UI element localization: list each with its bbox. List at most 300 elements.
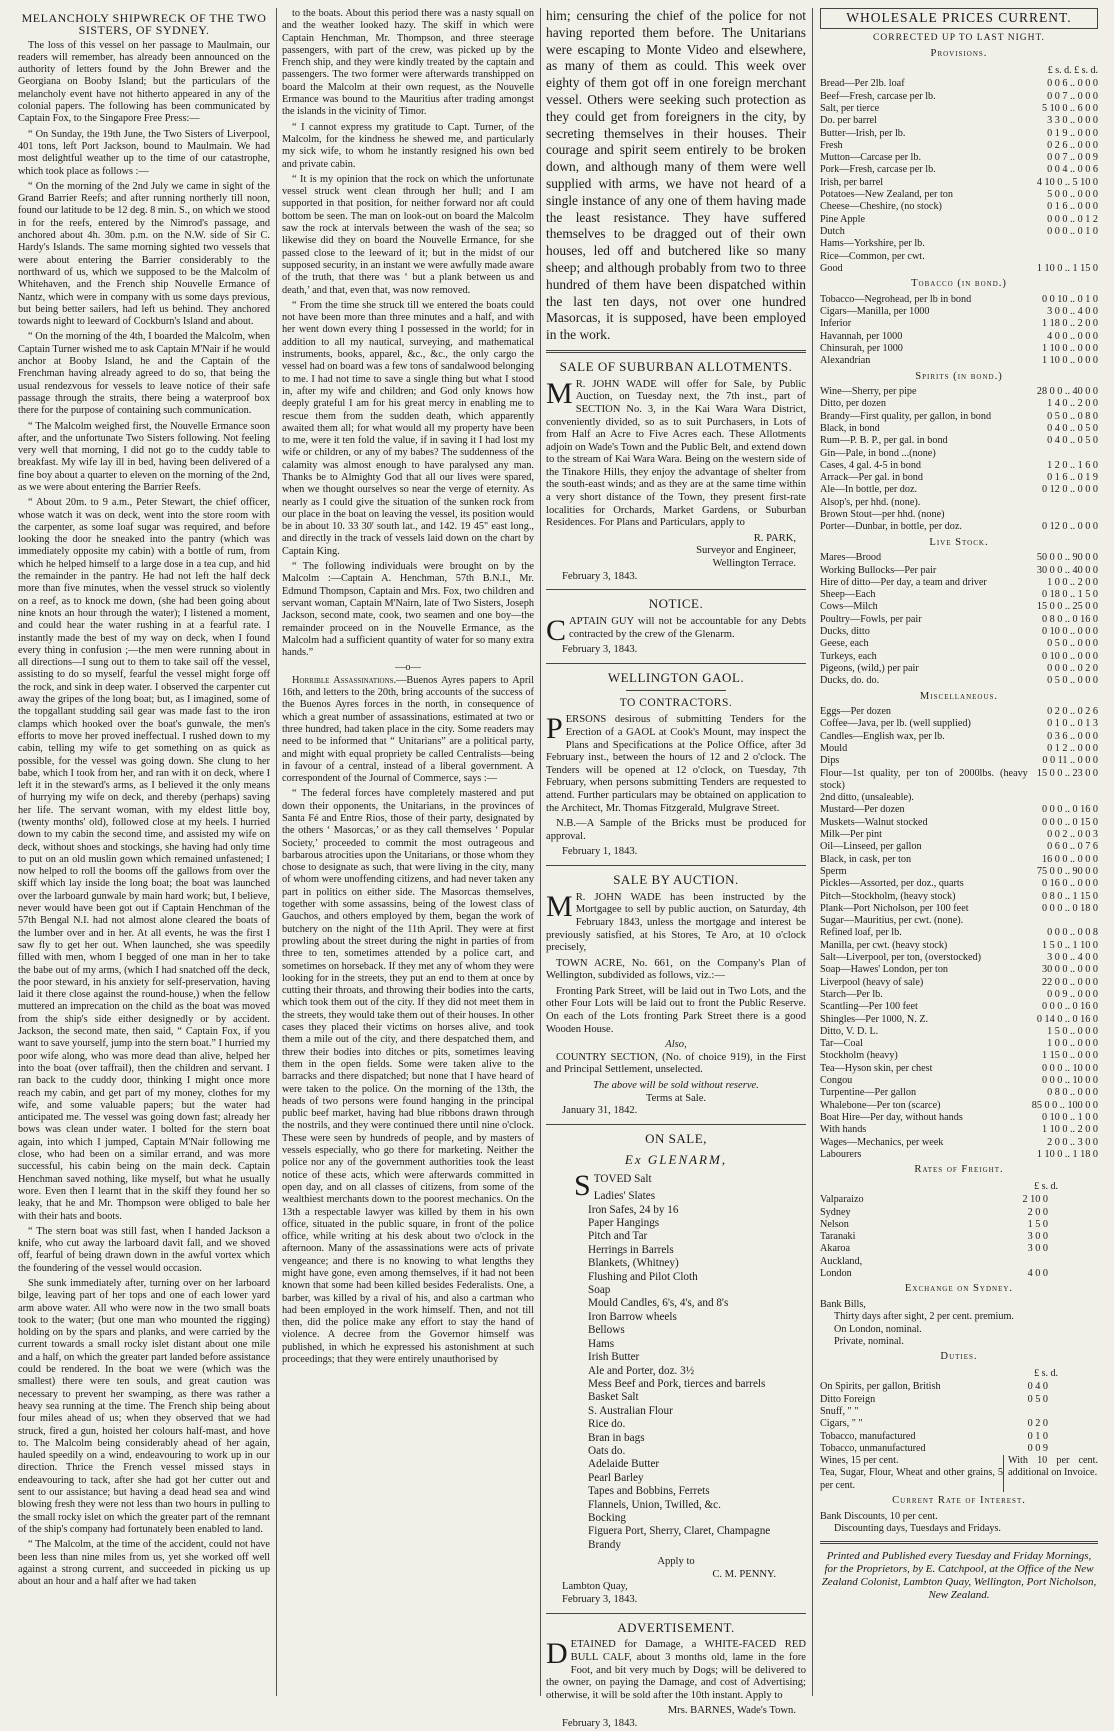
table-row (820, 1256, 1048, 1268)
table-live-stock (820, 552, 1098, 687)
price-item: Potatoes—New Zealand, per ton (820, 189, 953, 201)
table-row (820, 1207, 1048, 1219)
separator (626, 690, 726, 691)
price-item: Pickles—Assorted, per doz., quarts (820, 878, 964, 890)
ad-date: February 3, 1843. (562, 644, 638, 656)
paragraph: “ On the morning of the 2nd July we came in sight of the Grand Barrier Reefs; and after running northerly till noon, found our latitude to be 12 deg. 8 min. S., on which we stood in for the reefs, entered by the Nimrod's passage, and anchored about 4h. 30m. p.m. on the N.W. side of Sir C. Hardy's Islands. The same morning sighted two vessels that were about entering the Barrier considerably to the northward of us, which we supposed to be the Malcolm of Whitehaven, and the French ship Nouvelle Ermance of Nantz, which were in company with us some days previous, but being better sailers, had left us behind. They anchored towards night to leeward of Cockburn's Island and about. (18, 180, 270, 328)
price-value (1028, 792, 1098, 804)
price-value: 0 0 0 .. 10 0 0 (1041, 1062, 1098, 1074)
table-row (820, 1443, 1048, 1455)
paragraph: “ About 20m. to 9 a.m., Peter Stewart, the chief officer, whose watch it was on deck, went into the store room with the carpenter, as some loaf sugar was required, and before looking the door he sneaked into the pantry (which was immediately opposite my cabin) with a bottle of rum, from which he helped himself to a large dose in a tea cup, and hid the remainder in the pantry. He had not left the half deck more than five minutes, when the vessel struck so violently on a reef, as to knock me down, (she had been going about nine knots an hour through the water); I listened a moment, and could hear the water rushing in at a fearful rate. I instantly made the best of my way on deck, when I found every thing in confusion ;—the men were running about in all directions—I sung out to them to take sail off the vessel, assisting to do so myself, fearful the vessel might forge off the rock, and sink in deep water. I observed the carpenter cut away the gripes of the long boat; but, as I imagined, some of the topgallant studding sail gear was made fast to the iron clamps which hooked over the boat's gunwale, the men's efforts to move her proved ineffectual. I rushed down to my cabin, telling my wife to get something on as quick as possible, for the vessel was going down. She clung to her babe, which I took from her, and ran with it on deck, where I left it in the steward's arms, as I believed it the only means of hurrying my wife on deck, and thereby (perhaps) saving her life. The servant woman, with my eldest little boy, (twenty months' old), followed close at my heels. I hurried down to my cabin the second time, and assisted my wife on deck, without shoes and stockings, she having had only time to put on an old muslin gown which remained unfastened; I now helped to roll the booms off the gallows from over the skiff which lay inside the long boat; the boat was launched over the larboard gunwale by main hard work; but, I believe, never would have been got out if Captain Henchman of the 57th Bengal N.I. had not almost alone cleared the boats of the lumber over and in her. At all events, he was the first I saw fly to get her out. When launched, she was speedily filled with men, whom I begged of one man in her to take the babe out of my arms, (which I had snatched off the deck, the poor steward, in his anxiety for self-preservation, having laid it there close against the round-house,) when the fellow muttered an imprecation on the child as the boat was moved from the ship's side either designedly or by accident. Jackson, the second mate, then said, “ Captain Fox, if you want to save yourself, jump into the stern boat.” I hurried my poor wife along, who was more dead than alive, helped her into the boat (over taffrail), then the children and servant. I ran back to the cuddy door, thinking I might once more reach my cabin, and get part of my money, clothes for my wife, and some valuable papers; but the water had anticipated me. The vessel was going down fast; already her bows was clean under water. I bolted for the stern boat again, into which I jumped, Captain M'Nair following me close, who had been on a similar errand, and was more successful, his cabin being on the main deck. Captain Henchman saved nothing, like myself, but what he usually wore. Even then I learnt that in the skiff they found her so leaky, that he and Mr. Thompson were obliged to bale her with their hats and boots. (18, 497, 270, 1222)
ad-sale-subtitle: Ex GLENARM, (624, 1151, 728, 1167)
section-live-stock: Live Stock. (929, 536, 989, 548)
price-item: Do. per barrel (820, 115, 877, 127)
drop-cap: M (546, 376, 573, 410)
price-value: 15 0 0 .. 23 0 0 (1036, 767, 1098, 779)
price-value (1021, 448, 1098, 460)
article-end: him; censuring the chief of the police for not having reported them before. The Unitarians were escaping to Monte Video and elsewhere, as many of them as could. This week over eighty of them got off in one foreign merchant vessel. Others were seeking such protection as they could get from foreigners in the city, by secreting themselves in their houses. Their courage and spirit seem entirely to be broken down, and although many of them were well supplied with arms, we have not heard of a single instance of any one of them having made the least resistance. They have suffered themselves to be dragged out of their own houses, led off and butchered like so many sheep; and although probably from two to three hundred of them have been dispatched within the last ten days, not over one hundred Masorcas, it is supposed, have been employed in the work. (546, 8, 806, 343)
price-value: 3 0 0 (1027, 1243, 1048, 1255)
table-row (820, 78, 1098, 90)
drop-cap: P (546, 712, 563, 746)
list-item: Mould Candles, 6's, 4's, and 8's (588, 1297, 729, 1310)
price-item: Beef—Fresh, carcase per lb. (820, 90, 936, 102)
table-row (820, 755, 1098, 767)
table-row (820, 484, 1098, 496)
price-item: Pork—Fresh, carcase per lb. (820, 164, 936, 176)
section-provisions: Provisions. (930, 48, 988, 60)
price-value: 2 10 0 (1022, 1194, 1048, 1206)
table-row (820, 989, 1098, 1001)
price-value: 0 0 0 .. 0 15 0 (1041, 816, 1098, 828)
list-item: Rice do. (588, 1418, 626, 1431)
drop-cap: M (546, 889, 573, 923)
ad-gaol-title: WELLINGTON GAOL. (607, 669, 745, 685)
ad-suburban-body: R. JOHN WADE will offer for Sale, by Public Auction, on Tuesday next, the 7th inst., part of SECTION No. 3, in the Kai Wara Wara District, conveniently divided, so as to suit Purchasers, in Lots of from Half an Acre to Five Acres each. These Allotments adjoin on Wade's Town and the Public Belt, and extend down to the stream of Kai Wara Wara. Being on the western side of the Tinakore Hills, they enjoy the advantage of shelter from the south-east winds; and as they are at the same time within a very short distance of the Town, they present first-rate localities for Orchards, Market Gardens, or Suburban Residences. For Plans and Particulars, apply to (546, 378, 806, 529)
price-value: 0 10 0 .. 1 0 0 (1041, 1111, 1098, 1123)
price-item: Cows—Milch (820, 601, 878, 613)
price-item: Sydney (820, 1206, 851, 1218)
price-item: Soap—Hawes' London, per ton (820, 964, 949, 976)
ad-notice-title: NOTICE. (648, 596, 704, 612)
duties-tea: Tea, Sugar, Flour, Wheat and other grains, 5 per cent. (820, 1467, 1003, 1491)
price-value: 0 0 11 .. 0 0 0 (1042, 755, 1098, 767)
price-value: 50 0 0 .. 90 0 0 (1036, 552, 1098, 564)
price-value (1007, 238, 1098, 250)
list-item: Iron Barrow wheels (588, 1310, 677, 1323)
price-value: 2 0 0 (1027, 1206, 1048, 1218)
price-value: 2 0 0 .. 3 0 0 (1047, 1136, 1098, 1148)
ad-sale (546, 1171, 806, 1606)
table-row (820, 1137, 1098, 1149)
price-item: Geese, each (820, 638, 869, 650)
table-row (820, 866, 1098, 878)
ad-auction-lot: TOWN ACRE, No. 661, on the Company's Plan of Wellington, subdivided as follows, viz.:— (546, 957, 806, 982)
price-item: Rice—Common, per cwt. (820, 250, 925, 262)
list-item: Pitch and Tar (588, 1230, 648, 1243)
table-row (820, 638, 1098, 650)
paragraph: “ The stern boat was still fast, when I handed Jackson a knife, who cut away the larboard davit fall, and we shoved off, fearful of being drawn down in the awful vortex which the foundering of the vessel would occasion. (18, 1225, 270, 1274)
price-value: 0 2 6 .. 0 0 0 (1047, 139, 1098, 151)
paragraph: “ From the time she struck till we entered the boats could not have been more than three minutes and a half, and with her went down every thing I possessed in the world; for in addition to all my nautical, surveying, and mathematical instruments, books, apparel, &c., &c., the only cargo the vessel had on board was a few tons of sandalwood belonging to me. I had not time to save a single thing but what I stood in, after my wife and children; and God only knows how deeply grateful I am for his great mercy in enabling me to rescue them from the sudden death, which apparently awaited them all; for what would all my property have been to me, were it ten fold the value, if in saving it I had lost my wife or children, or any of my babes? The suddenness of the calamity was almost enough to have paralysed any man. Thanks be to Almighty God that all our lives were spared, when we thought ourselves so near the verge of eternity. As nearly as I could give the situation of the sunken rock from our place in the boat on leaving the vessel, its position would be in about 10. 33 30' south lat., and 142. 19 45" east long., and directly in the track of vessels laid down on the chart by Captain King. (282, 299, 534, 557)
price-value: 3 0 0 .. 4 0 0 (1047, 306, 1098, 318)
section-tobacco: Tobacco (in bond.) (911, 278, 1007, 290)
price-value: 0 1 0 .. 0 1 3 (1047, 718, 1098, 730)
table-row (820, 675, 1098, 687)
section-interest: Current Rate of Interest. (892, 1495, 1026, 1506)
table-row (820, 509, 1098, 521)
price-item: Ditto Foreign (820, 1393, 876, 1405)
article-body (18, 40, 270, 1589)
price-value: 30 0 0 .. 40 0 0 (1036, 564, 1098, 576)
table-row (820, 177, 1098, 189)
section-spirits: Spirits (in bond.) (915, 370, 1003, 382)
price-value: 0 0 4 .. 0 0 6 (1047, 164, 1098, 176)
price-item: Working Bullocks—Per pair (820, 564, 937, 576)
price-item: Cheese—Cheshire, (no stock) (820, 201, 942, 213)
price-item: Boat Hire—Per day, without hands (820, 1111, 963, 1123)
price-value: 0 0 0 .. 0 1 2 (1047, 213, 1098, 225)
price-item: Gin—Pale, in bond ...(none) (820, 447, 936, 459)
price-value: 15 0 0 .. 25 0 0 (1036, 601, 1098, 613)
separator (546, 865, 806, 866)
price-value: 0 0 7 .. 0 0 9 (1047, 152, 1098, 164)
imprint: Printed and Published every Tuesday and Friday Mornings, for the Proprietors, by E. Catchpool, at the Office of the New Zealand Colonist, Lambton Quay, Wellington, Port Nicholson, New Zealand. (821, 1550, 1097, 1602)
units-header: £ s. d. £ s. d. (1047, 64, 1098, 76)
prices-subtitle: CORRECTED UP TO LAST NIGHT. (873, 32, 1045, 43)
table-row (820, 1394, 1048, 1406)
table-spirits (820, 386, 1098, 534)
drop-cap: D (546, 1637, 568, 1671)
price-value: 0 0 0 .. 0 16 0 (1041, 804, 1098, 816)
price-item: Whalebone—Per ton (scarce) (820, 1099, 941, 1111)
duties-wines: Wines, 15 per cent. (820, 1455, 899, 1467)
price-item: Irish, per barrel (820, 176, 884, 188)
price-item: Porter—Dunbar, in bottle, per doz. (820, 521, 962, 533)
price-value: 1 10 0 .. 1 18 0 (1036, 1148, 1098, 1160)
price-item: Fresh (820, 139, 843, 151)
table-row (820, 1063, 1098, 1075)
price-item: Ditto, V. D. L. (820, 1025, 879, 1037)
price-item: Mutton—Carcase per lb. (820, 152, 921, 164)
price-value: 0 1 0 (1027, 1430, 1048, 1442)
table-row (820, 251, 1098, 263)
ad-gaol (546, 714, 806, 859)
table-row (820, 768, 1098, 793)
price-value (1021, 497, 1098, 509)
price-value: 4 10 0 .. 5 10 0 (1036, 176, 1098, 188)
price-value: 0 0 0 .. 10 0 0 (1041, 1075, 1098, 1087)
table-row (820, 1075, 1098, 1087)
table-row (820, 614, 1098, 626)
text-line: Bank Bills, (820, 1298, 866, 1310)
table-row (820, 214, 1098, 226)
table-row (820, 1001, 1098, 1013)
list-item: Soap (588, 1284, 611, 1297)
price-value: 1 15 0 .. 0 0 0 (1041, 1050, 1098, 1062)
price-item: Cases, 4 gal. 4-5 in bond (820, 459, 922, 471)
table-row (820, 521, 1098, 533)
list-item: Ladies' Slates (593, 1190, 656, 1203)
price-item: Butter—Irish, per lb. (820, 127, 906, 139)
separator (820, 1541, 1098, 1544)
ad-auction-terms: Terms at Sale. (645, 1092, 707, 1104)
price-value: 0 1 6 .. 0 0 0 (1047, 201, 1098, 213)
table-row (820, 152, 1098, 164)
table-row (820, 940, 1098, 952)
table-row (820, 964, 1098, 976)
ad-suburban-title: SALE OF SUBURBAN ALLOTMENTS. (559, 358, 793, 374)
signature: Mrs. BARNES, Wade's Town. (667, 1705, 796, 1717)
table-row (820, 1431, 1048, 1443)
price-item: Pigeons, (wild,) per pair (820, 662, 919, 674)
price-value: 0 5 0 .. 0 0 0 (1047, 675, 1098, 687)
signature-title: Surveyor and Engineer, (696, 545, 796, 557)
table-row (820, 1087, 1098, 1099)
table-row (820, 718, 1098, 730)
price-value: 0 0 6 .. 0 0 0 (1047, 78, 1098, 90)
price-item: Ducks, do. do. (820, 675, 880, 687)
table-row (820, 829, 1098, 841)
table-row (820, 841, 1098, 853)
price-item: Salt—Liverpool, per ton, (overstocked) (820, 952, 981, 964)
price-value: 3 3 0 .. 0 0 0 (1047, 115, 1098, 127)
price-item: Manilla, per cwt. (heavy stock) (820, 939, 948, 951)
separator (546, 1124, 806, 1125)
price-value: 0 18 0 .. 1 5 0 (1041, 589, 1098, 601)
price-value: 0 5 0 .. 0 0 0 (1047, 638, 1098, 650)
table-row (820, 817, 1098, 829)
price-item: Tobacco, manufactured (820, 1430, 916, 1442)
price-value: 0 5 0 .. 0 8 0 (1047, 410, 1098, 422)
price-item: Tea—Hyson skin, per chest (820, 1062, 933, 1074)
divider: —o— (395, 662, 421, 674)
ad-sale-first-item: TOVED Salt (593, 1173, 652, 1186)
price-item: London (820, 1268, 852, 1280)
table-row (820, 915, 1098, 927)
ad-auction-title: SALE BY AUCTION. (613, 871, 739, 887)
list-item: Paper Hangings (588, 1217, 660, 1230)
table-row (820, 1381, 1048, 1393)
table-row (820, 140, 1098, 152)
ad-date: February 3, 1843. (562, 1593, 638, 1605)
list-item: Hams (588, 1337, 615, 1350)
list-item: Blankets, (Whitney) (588, 1257, 679, 1270)
price-value: 0 12 0 .. 0 0 0 (1041, 521, 1098, 533)
list-item: Tapes and Bobbins, Ferrets (588, 1485, 710, 1498)
table-row (820, 1149, 1098, 1161)
price-item: Eggs—Per dozen (820, 706, 892, 718)
price-item: Cigars, " " (820, 1418, 863, 1430)
table-row (820, 577, 1098, 589)
table-row (820, 626, 1098, 638)
list-item: Flushing and Pilot Cloth (588, 1270, 698, 1283)
price-value: 0 12 0 .. 0 0 0 (1041, 484, 1098, 496)
list-item: Brandy (588, 1538, 621, 1551)
list-item: Bellows (588, 1324, 625, 1337)
table-row (820, 952, 1098, 964)
price-value: 0 8 0 .. 0 0 0 (1047, 1087, 1098, 1099)
table-row (820, 651, 1098, 663)
price-value (1028, 915, 1098, 927)
price-value: 4 0 0 (1027, 1268, 1048, 1280)
price-value: 0 3 6 .. 0 0 0 (1047, 730, 1098, 742)
list-item: S. Australian Flour (588, 1404, 673, 1417)
price-value: 0 0 9 (1027, 1442, 1048, 1454)
price-item: Mares—Brood (820, 552, 882, 564)
price-item: Alexandrian (820, 355, 871, 367)
drop-cap: C (546, 614, 567, 648)
duties-note: With 10 per cent. additional on Invoice. (1003, 1455, 1098, 1492)
list-item: Iron Safes, 24 by 16 (588, 1203, 679, 1216)
list-item: Flannels, Union, Twilled, &c. (588, 1498, 721, 1511)
list-item: Oats do. (588, 1444, 626, 1457)
ad-gaol-nb: N.B.—A Sample of the Bricks must be produced for approval. (546, 818, 806, 842)
price-item: Refined loaf, per lb. (820, 927, 902, 939)
price-value: 0 10 0 .. 0 0 0 (1041, 650, 1098, 662)
table-row (820, 601, 1098, 613)
table-row (820, 306, 1098, 318)
table-row (820, 103, 1098, 115)
price-item: Flour—1st quality, per ton of 2000lbs. (heavy stock) (820, 767, 1028, 791)
price-value: 5 0 0 .. 0 0 0 (1047, 189, 1098, 201)
price-value: 1 5 0 (1027, 1218, 1048, 1230)
article-body-continued (282, 8, 534, 659)
price-item: Scantling—Per 100 feet (820, 1001, 918, 1013)
price-item: Sheep—Each (820, 589, 876, 601)
price-item: Muskets—Walnut stocked (820, 816, 928, 828)
table-row (820, 1014, 1098, 1026)
ad-date: February 3, 1843. (562, 1717, 638, 1729)
price-item: Dips (820, 755, 840, 767)
table-row (820, 565, 1098, 577)
table-row (820, 903, 1098, 915)
table-row (820, 189, 1098, 201)
price-item: Valparaizo (820, 1194, 864, 1206)
price-value: 75 0 0 .. 90 0 0 (1036, 865, 1098, 877)
list-item: Basket Salt (588, 1391, 639, 1404)
price-item: Alsop's, per hhd. (none). (820, 496, 921, 508)
table-row (820, 804, 1098, 816)
price-item: Oil—Linseed, per gallon (820, 841, 922, 853)
table-row (820, 1268, 1048, 1280)
table-row (820, 1026, 1098, 1038)
price-item: With hands (820, 1124, 867, 1136)
table-row (820, 589, 1098, 601)
price-value: 1 10 0 .. 0 0 0 (1041, 355, 1098, 367)
signature: C. M. PENNY. (712, 1568, 776, 1580)
table-row (820, 343, 1098, 355)
price-value: 0 0 0 .. 0 18 0 (1041, 902, 1098, 914)
ad-date: January 31, 1842. (562, 1105, 638, 1117)
price-value: 0 0 0 .. 0 0 8 (1047, 927, 1098, 939)
price-item: Bread—Per 2lb. loaf (820, 78, 905, 90)
price-value: 0 0 7 .. 0 0 0 (1047, 90, 1098, 102)
price-item: Wine—Sherry, per pipe (820, 386, 917, 398)
price-item: Hams—Yorkshire, per lb. (820, 238, 925, 250)
ad-auction-lot: COUNTRY SECTION, (No. of choice 919), in the First and Principal Settlement, unselected. (546, 1051, 806, 1076)
list-item: Pearl Barley (588, 1471, 644, 1484)
table-row (820, 878, 1098, 890)
price-item: Taranaki (820, 1231, 856, 1243)
horrible-body: “ The federal forces have completely mastered and put down their opponents, the Unitarians, in the provinces of Santa Fé and Entre Rios, those of their party, designated by the others ‘ Masorcas,’ or as they call themselves ‘ Popular Society,’ proceeded to commit the most outrageous and barbarous atrocities upon the Unitarians, or those whom they chose to designate as such, that were living in the city, many of whom were unoffending citizens, and had never taken any part in politics on either side. The Masorcas themselves, together with some assassins, being of the lowest class of Gauchos, and others employed by them, began the work of butchery on the night of the 11th April. They were at first prowling about the street during the night in parties of from three to ten, sometimes attended by a police cart, and sometimes on horseback. If they met any of whom they were looking for in the streets, they put an end to them at once by cutting their throats, and throwing their bodies into the carts, which took them out of the city. If they did not meet them in the streets, they would take them out of their houses. In other cases they placed their victims on horses alive, and took them a mile out of the city, and there despatched them, and threw their bodies into ditches or pits, sometimes leaving them in the open fields. Some were taken alive to the barracks and there dispatched; but none that I have heard of were taken to the police. On the morning of the 13th, the heads of two persons were found hanging in the principal public beef market, having had blue ribbons drawn through the nostrils, and they were continued there until nine o'clock. These were seen by hundreds of people, and by masters of vessels especially, who go there for marketing. Neither the police nor any of the government authorities took the least notice of these acts, which were afterwards committed in open day, and on all classes of citizens, from some of the wealthiest merchants down to the poorest mechanics. On the 13th a respectable lawyer was killed by them in his own office, situated in the public square, in front of the police office, while writing at his desk about two o'clock in the afternoon. Many of the assassinations were acts of private vengeance; and there is no knowing to what lengths they might have gone, even among themselves, if it had not been known that some had been killed besides Federalists. One, a barber, was killed by a rival of his, and also a cartman who had been employed in the work himself. Then, and not till then, did the police make any effort to stay the hand of violence. A decree from the Governor himself was published, in which he expressed his astonishment at such proceedings; that they were entirely unauthorised by (282, 788, 534, 1366)
table-row (820, 423, 1098, 435)
ad-auction (546, 889, 806, 1118)
price-value: 0 0 2 .. 0 0 3 (1047, 829, 1098, 841)
price-value: 0 1 9 .. 0 0 0 (1047, 127, 1098, 139)
price-item: Turkeys, each (820, 650, 877, 662)
price-value: 0 0 0 .. 0 1 0 (1047, 225, 1098, 237)
separator (546, 1613, 806, 1614)
section-duties: Duties. (940, 1351, 978, 1363)
price-item: Tobacco—Negrohead, per lb in bond (820, 293, 972, 305)
price-value: 0 6 0 .. 0 7 6 (1047, 841, 1098, 853)
ad-bull-title: ADVERTISEMENT. (617, 1619, 735, 1635)
price-value (1007, 251, 1098, 263)
price-value: 16 0 0 .. 0 0 0 (1041, 853, 1098, 865)
text-line: On London, nominal. (834, 1323, 922, 1335)
price-item: Coffee—Java, per lb. (well supplied) (820, 718, 971, 730)
ad-auction-lot: Fronting Park Street, will be laid out in Two Lots, and the other Four Lots will be laid out to front the Public Reserve. On each of the Lots fronting Park Street there is a good Wooden House. (546, 985, 806, 1035)
table-row (820, 238, 1098, 250)
drop-cap: S (574, 1169, 591, 1203)
price-item: Shingles—Per 1000, N. Z. (820, 1013, 929, 1025)
section-miscellaneous: Miscellaneous. (919, 690, 999, 702)
table-row (820, 977, 1098, 989)
list-item: Herrings in Barrels (588, 1243, 674, 1256)
paragraph: “ The Malcolm, at the time of the accident, could not have been less than nine miles from us, yet she worked off well against a strong current, and succeeded in picking us up about an hour and a half after we had taken (18, 1539, 270, 1588)
exchange-lines (820, 1299, 1098, 1348)
ad-bull-body: ETAINED for Damage, a WHITE-FACED RED BULL CALF, about 3 months old, lame in the fore Foot, and bit very much by Dogs; will be delivered to the owner, on paying the Damage, and cost of Advertising; otherwise, it will be sold after the 10th instant. Apply to (546, 1639, 806, 1701)
price-value: 0 0 0 .. 0 2 0 (1047, 662, 1098, 674)
price-item: Pitch—Stockholm, (heavy stock) (820, 890, 956, 902)
table-row (820, 115, 1098, 127)
freight-units: £ s. d. (1034, 1180, 1058, 1192)
price-item: Starch—Per lb. (820, 988, 883, 1000)
table-row (820, 1038, 1098, 1050)
table-row (820, 1124, 1098, 1136)
price-value: 0 2 0 (1027, 1418, 1048, 1430)
ad-sale-apply: Apply to (657, 1556, 695, 1568)
price-item: Brown Stout—per hhd. (none) (820, 509, 945, 521)
paragraph: “ I cannot express my gratitude to Capt. Turner, of the Malcolm, for the kindness he shewed me, and particularly my sick wife, to whom he instantly resigned his own bed and private cabin. (282, 121, 534, 170)
price-item: Mould (820, 743, 848, 754)
table-row (820, 1100, 1098, 1112)
price-item: Havannah, per 1000 (820, 330, 903, 342)
table-row (820, 891, 1098, 903)
table-row (820, 398, 1098, 410)
ad-gaol-subtitle: TO CONTRACTORS. (619, 696, 733, 709)
table-row (820, 263, 1098, 275)
price-item: Arrack—Per gal. in bond (820, 472, 923, 484)
price-value: 1 18 0 .. 2 0 0 (1041, 318, 1098, 330)
list-item: Figuera Port, Sherry, Claret, Champagne (588, 1525, 771, 1538)
table-row (820, 460, 1098, 472)
price-item: Brandy—First quality, per gallon, in bond (820, 410, 992, 422)
table-row (820, 663, 1098, 675)
price-item: Hire of ditto—Per day, a team and driver (820, 576, 987, 588)
column-rule (812, 8, 813, 1696)
paragraph: to the boats. About this period there was a nasty squall on and the weather looked hazy. The skiff in which were Captain Henchman, Mr. Thompson, and three steerage passengers, with part of the crew, was picked up by the French ship, and they were kindly treated by the captain and passengers. The two former were afterwards transhipped on board the Malcolm at their own request, as the Nouvelle Ermance was bound to the Mauritius after trading amongst the islands in the vicinity of Timor. (282, 8, 534, 118)
table-row (820, 854, 1098, 866)
column-continued (282, 8, 534, 1700)
price-item: Akaroa (820, 1243, 850, 1255)
price-item: Wages—Mechanics, per week (820, 1136, 944, 1148)
column-rule (540, 8, 541, 1696)
separator (546, 350, 806, 353)
price-item: Plank—Port Nicholson, per 100 feet (820, 902, 969, 914)
price-value: 0 8 0 .. 1 15 0 (1041, 890, 1098, 902)
price-item: Auckland, (820, 1255, 863, 1267)
list-item: Bocking (588, 1511, 626, 1524)
section-exchange: Exchange on Sydney. (904, 1283, 1014, 1295)
price-item: Rum—P. B. P., per gal. in bond (820, 435, 948, 447)
price-item: Labourers (820, 1148, 862, 1160)
price-item: Poultry—Fowls, per pair (820, 613, 922, 625)
list-item: Bran in bags (588, 1431, 645, 1444)
ad-sale-title: ON SALE, (645, 1130, 707, 1146)
table-row (820, 743, 1098, 755)
ad-sale-place: Lambton Quay, (562, 1581, 628, 1593)
table-row (820, 1194, 1048, 1206)
ad-sale-items (546, 1190, 806, 1552)
price-item: Good (820, 262, 843, 274)
price-item: Black, in cask, per ton (820, 853, 912, 865)
ad-auction-also: Also, (665, 1039, 687, 1051)
ad-auction-body: R. JOHN WADE has been instructed by the Mortgagee to sell by public auction, on Saturday, 4th February 1843, unless the mortgage and interest be previously satisfied, at his Stores, Te Aro, at 10 o'clock precisely, (546, 891, 806, 954)
ad-auction-note: The above will be sold without reserve. (593, 1080, 759, 1092)
table-row (820, 927, 1098, 939)
horrible-lead (282, 675, 534, 786)
